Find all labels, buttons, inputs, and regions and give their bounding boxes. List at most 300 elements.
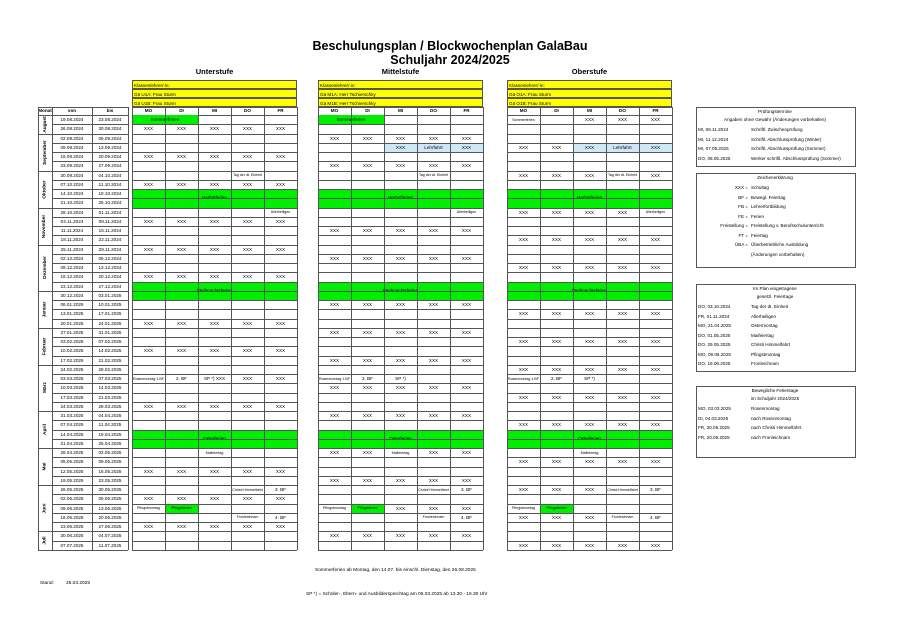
unterstufe-holiday: Herbstferien — [132, 189, 297, 208]
week-start: 11.11.2024 — [60, 228, 84, 233]
oberstufe-cell: XXX — [518, 311, 529, 317]
unterstufe-cell: XXX — [143, 181, 154, 187]
oberstufe-day-header: MI — [586, 108, 593, 113]
mittelstufe-cell: XXX — [395, 385, 406, 391]
grid-line — [318, 245, 483, 246]
mittelstufe-cell: XXX — [384, 143, 417, 152]
zeichen-title: Zeichenerklärung — [757, 175, 793, 180]
mittelstufe-day-header: FR — [463, 108, 470, 113]
grid-line — [132, 198, 297, 199]
unterstufe-cell: XXX — [176, 274, 187, 280]
unterstufe-cell: XXX — [209, 154, 220, 159]
feiertage-key: DO, 29.05.2025 — [698, 342, 731, 347]
grid-line — [507, 383, 672, 384]
grid-line — [318, 291, 483, 292]
mittelstufe-cell: XXX — [362, 302, 373, 307]
feiertage-key: DO, 19.06.2025 — [698, 361, 731, 366]
week-end: 28.02.2025 — [98, 366, 122, 372]
oberstufe-cell: XXX — [584, 237, 595, 243]
unterstufe-cell: XXX — [209, 348, 220, 354]
grid-line — [318, 171, 483, 172]
grid-line — [318, 337, 483, 338]
grid-line — [507, 291, 672, 292]
page-subtitle: Schuljahr 2024/2025 — [390, 53, 510, 67]
oberstufe-info-row: Klassenlehrer/-in: — [507, 80, 672, 89]
unterstufe-cell: XXX — [275, 376, 286, 381]
mittelstufe-cell: XXX — [428, 163, 439, 169]
grid-line — [132, 365, 297, 366]
week-start: 24.02.2025 — [60, 366, 84, 372]
grid-line — [132, 337, 297, 338]
oberstufe-day-header: MO — [519, 108, 528, 113]
grid-line — [318, 217, 483, 218]
mittelstufe-cell: XXX — [461, 163, 472, 169]
week-end: 30.05.2025 — [98, 487, 122, 492]
mittelstufe-cell: XXX — [329, 329, 340, 335]
week-start: 12.05.2025 — [60, 468, 84, 474]
month-name: Dezember — [42, 256, 48, 280]
unterstufe-cell: XXX — [275, 181, 286, 187]
oberstufe-cell: Christi Himmelfahrt — [607, 487, 638, 492]
grid-line — [132, 383, 297, 384]
mittelstufe-cell: XXX — [428, 329, 439, 335]
unterstufe-cell: XXX — [275, 468, 286, 474]
grid-line — [507, 467, 672, 468]
grid-line — [507, 254, 672, 255]
mittelstufe-info-row: Gä M1A: Herr Tschierschky — [318, 89, 483, 98]
grid-line — [318, 254, 483, 255]
mittelstufe-cell: XXX — [329, 135, 340, 141]
unterstufe-cell: XXX — [209, 524, 220, 529]
grid-line — [507, 374, 672, 375]
zeichen-key: BF = — [738, 194, 748, 200]
oberstufe-cell: Rosenmontag 1.BF — [508, 376, 539, 381]
footer-sp-note: SP *) = Schüler-, Eltern- und Ausbildersprechtag am 05.03.2025 ab 13.30 - 16.30 Uhr — [306, 592, 488, 597]
zeichen-key: FB = — [738, 204, 748, 209]
oberstufe-cell: XXX — [551, 209, 562, 215]
grid-line — [318, 152, 483, 153]
grid-line — [132, 411, 297, 412]
oberstufe-cell: XXX — [584, 209, 595, 215]
unterstufe-cell: XXX — [209, 126, 220, 132]
grid-line — [132, 346, 297, 347]
mittelstufe-cell: XXX — [428, 135, 439, 141]
grid-line — [132, 476, 297, 477]
oberstufe-cell: SP *) — [584, 376, 595, 381]
week-start: 03.02.2025 — [60, 339, 84, 344]
unterstufe-day-header: DO — [244, 108, 251, 113]
beweglich-key: MO, 03.03.2025 — [698, 406, 731, 411]
week-start: 17.03.2025 — [60, 394, 84, 400]
feiertage-key: MO, 21.04.2025 — [698, 323, 731, 328]
mittelstufe-cell: XXX — [329, 450, 340, 455]
unterstufe-cell: Pfingstmontag — [137, 506, 160, 511]
week-start: 16.06.2025 — [60, 514, 84, 520]
mittelstufe-cell: Pfingstmontag — [323, 506, 346, 511]
mittelstufe-cell: Maifeiertag — [391, 450, 410, 455]
mittelstufe-cell: 2. BF — [362, 376, 373, 381]
mittelstufe-cell: XXX — [461, 477, 472, 483]
oberstufe-cell: XXX — [617, 265, 628, 270]
week-start: 02.06.2025 — [60, 496, 84, 502]
week-end: 01.11.2024 — [98, 209, 122, 215]
beweglich-value: nach Fronleichnam — [751, 434, 791, 440]
oberstufe-cell: XXX — [573, 143, 606, 152]
feiertage-value: Christi Himmelfahrt — [751, 342, 791, 347]
unterstufe-cell: Rosenmontag 1.BF — [133, 376, 164, 381]
mittelstufe-holiday: Sommerferien — [318, 115, 384, 124]
oberstufe-cell: XXX — [551, 144, 562, 150]
mittelstufe-cell: XXX — [362, 477, 373, 483]
unterstufe-cell: XXX — [242, 218, 253, 224]
month-name: April — [42, 424, 48, 435]
grid-line — [318, 494, 483, 495]
unterstufe-cell: XXX — [209, 218, 220, 224]
grid-line — [507, 439, 672, 440]
mittelstufe-cell: XXX — [362, 357, 373, 363]
grid-line — [507, 263, 672, 264]
mittelstufe-cell: XXX — [428, 533, 439, 539]
oberstufe-cell: XXX — [518, 394, 529, 400]
unterstufe-day-header: MI — [211, 108, 218, 113]
mittelstufe-cell: XXX — [428, 385, 439, 391]
zeichen-key: FE = — [738, 213, 748, 219]
grid-line — [132, 541, 297, 542]
mittelstufe-cell: XXX — [362, 329, 373, 335]
mittelstufe-cell: XXX — [395, 477, 406, 483]
unterstufe-cell: XXX — [176, 320, 187, 326]
month-name: Juli — [42, 536, 48, 545]
grid-line — [318, 124, 483, 125]
oberstufe-cell: XXX — [650, 265, 661, 270]
oberstufe-info-row: Gä O1B: Frau Sturm — [507, 98, 672, 107]
week-end: 04.10.2024 — [98, 172, 122, 178]
grid-line — [132, 282, 297, 283]
pruefungen-subtitle: Angaben ohne Gewähr (Änderungen vorbehalten) — [724, 117, 826, 122]
oberstufe-cell: Allerheiligen — [645, 210, 666, 215]
grid-line — [132, 430, 297, 431]
week-end: 14.02.2025 — [98, 348, 122, 354]
grid-line — [318, 383, 483, 384]
mittelstufe-cell: XXX — [329, 255, 340, 261]
unterstufe-cell: XXX — [143, 218, 154, 224]
grid-line — [507, 513, 672, 514]
mittelstufe-cell: XXX — [395, 505, 406, 511]
oberstufe-cell: XXX — [617, 542, 628, 548]
grid-line — [318, 513, 483, 514]
grid-line — [507, 430, 672, 431]
oberstufe-cell: XXX — [551, 394, 562, 400]
mittelstufe-cell: XXX — [329, 228, 340, 233]
grid-line — [318, 235, 483, 236]
grid-line — [507, 161, 672, 162]
mittelstufe-cell: XXX — [362, 533, 373, 539]
oberstufe-cell: XXX — [584, 422, 595, 428]
oberstufe-cell: XXX — [584, 542, 595, 548]
oberstufe-cell: 4. BF — [650, 514, 661, 520]
grid-line — [483, 107, 484, 550]
feiertage-value: Fronleichnam — [751, 361, 779, 366]
grid-line — [507, 393, 672, 394]
mittelstufe-cell: XXX — [450, 143, 483, 152]
week-end: 21.03.2025 — [98, 394, 122, 400]
feiertage-subtitle: gesetzl. Feiertage — [756, 294, 794, 299]
oberstufe-cell: XXX — [650, 339, 661, 344]
grid-line — [132, 513, 297, 514]
beweglich-value: nach Rosenmontag — [751, 415, 791, 421]
mittelstufe-cell: XXX — [395, 329, 406, 335]
beweglich-value: Rosenmontag — [751, 406, 780, 411]
mittelstufe-cell: XXX — [362, 228, 373, 233]
oberstufe-cell: XXX — [650, 366, 661, 372]
grid-line — [507, 282, 672, 283]
grid-line — [318, 226, 483, 227]
footer-stand-date: 25.03.2025 — [66, 581, 91, 586]
oberstufe-cell: XXX — [518, 265, 529, 270]
week-end: 18.10.2024 — [98, 191, 122, 196]
mittelstufe-info-row: Gä M1B: Herr Tschierschky — [318, 98, 483, 107]
oberstufe-cell: XXX — [551, 172, 562, 178]
month-label — [38, 245, 52, 291]
week-end: 25.10.2024 — [98, 200, 122, 206]
unterstufe-cell: XXX — [242, 403, 253, 409]
unterstufe-cell: XXX — [143, 348, 154, 354]
grid-line — [507, 107, 672, 108]
mittelstufe-cell: XXX — [395, 255, 406, 261]
grid-line — [318, 208, 483, 209]
mittelstufe-cell: XXX — [428, 228, 439, 233]
oberstufe-cell: XXX — [617, 339, 628, 344]
pruefungen-key: MI, 06.11.2024 — [698, 127, 729, 132]
grid-line — [318, 504, 483, 505]
grid-line — [132, 107, 297, 108]
grid-line — [507, 300, 672, 301]
unterstufe-cell: XXX — [275, 126, 286, 132]
grid-line — [318, 143, 483, 144]
grid-line — [507, 309, 672, 310]
week-end: 13.09.2024 — [98, 144, 122, 150]
grid-line — [132, 171, 297, 172]
week-end: 20.06.2025 — [98, 514, 122, 520]
oberstufe-cell: XXX — [650, 172, 661, 178]
oberstufe-cell: XXX — [650, 542, 661, 548]
grid-line — [132, 467, 297, 468]
grid-line — [507, 189, 672, 190]
mittelstufe-cell: XXX — [461, 413, 472, 418]
week-end: 08.11.2024 — [98, 218, 122, 224]
month-name: Januar — [42, 301, 48, 318]
grid-line — [318, 476, 483, 477]
grid-line — [507, 522, 672, 523]
oberstufe-cell: XXX — [650, 311, 661, 317]
grid-line — [132, 180, 297, 181]
grid-line — [672, 107, 673, 550]
unterstufe-cell: XXX — [209, 496, 220, 502]
week-start: 09.12.2024 — [60, 265, 84, 270]
unterstufe-info-row: Klassenlehrer/-in: — [132, 80, 297, 89]
month-label — [38, 448, 52, 485]
month-name: Juni — [42, 503, 48, 514]
mittelstufe-cell: XXX — [428, 302, 439, 307]
grid-line — [132, 439, 297, 440]
grid-line — [507, 217, 672, 218]
unterstufe-cell: XXX — [209, 181, 220, 187]
zeichen-value: Freistellung v. Berufsschulunterricht — [751, 223, 824, 228]
mittelstufe-cell: Fronleichnam — [422, 515, 445, 520]
week-end: 07.03.2025 — [98, 376, 122, 381]
unterstufe-cell: XXX — [275, 403, 286, 409]
grid-line — [318, 180, 483, 181]
week-end: 11.10.2024 — [98, 181, 122, 187]
mittelstufe-cell: XXX — [461, 505, 472, 511]
mittelstufe-cell: XXX — [428, 450, 439, 455]
week-end: 23.05.2025 — [98, 477, 122, 483]
feiertage-value: Tag der dt. Einheit — [751, 304, 789, 309]
month-label — [38, 328, 52, 365]
oberstufe-cell: XXX — [650, 422, 661, 428]
grid-line — [132, 356, 297, 357]
unterstufe-cell: XXX — [209, 274, 220, 280]
grid-line — [507, 420, 672, 421]
week-start: 13.01.2025 — [60, 311, 84, 317]
week-end: 03.01.2025 — [98, 292, 122, 298]
mittelstufe-cell: XXX — [329, 385, 340, 391]
grid-line — [507, 328, 672, 329]
grid-line — [132, 550, 297, 551]
grid-line — [507, 402, 672, 403]
unterstufe-title: Unterstufe — [195, 67, 234, 76]
grid-line — [507, 365, 672, 366]
oberstufe-cell: Pfingstmontag — [512, 506, 535, 511]
pruefungen-key: MI, 07.05.2025 — [698, 146, 729, 151]
mittelstufe-cell: Rosenmontag 1.BF — [319, 376, 350, 381]
unterstufe-cell: XXX — [176, 524, 187, 529]
unterstufe-cell: XXX — [275, 218, 286, 224]
unterstufe-cell: XXX — [176, 126, 187, 132]
mittelstufe-cell: XXX — [362, 385, 373, 391]
oberstufe-cell: XXX — [518, 237, 529, 243]
grid-line — [318, 457, 483, 458]
grid-line — [318, 541, 483, 542]
unterstufe-cell: Maifeiertag — [205, 450, 224, 455]
unterstufe-cell: XXX — [242, 320, 253, 326]
grid-line — [318, 522, 483, 523]
feiertage-key: FR, 01.11.2024 — [698, 313, 730, 319]
mittelstufe-cell: XXX — [428, 413, 439, 418]
mittelstufe-cell: XXX — [395, 357, 406, 363]
unterstufe-day-header: DI — [179, 108, 184, 113]
unterstufe-cell: XXX — [209, 403, 220, 409]
week-start: 27.01.2025 — [60, 329, 84, 335]
grid-line — [132, 189, 297, 190]
grid-line — [318, 134, 483, 135]
unterstufe-cell: XXX — [143, 274, 154, 280]
oberstufe-cell: XXX — [518, 209, 529, 215]
oberstufe-cell: XXX — [518, 172, 529, 178]
oberstufe-cell: XXX — [584, 339, 595, 344]
grid-line — [132, 152, 297, 153]
oberstufe-cell: XXX — [551, 542, 562, 548]
mittelstufe-holiday: Herbstferien — [318, 189, 483, 208]
oberstufe-cell: XXX — [551, 366, 562, 372]
grid-line — [507, 504, 672, 505]
feiertage-key: MO, 09.06.2025 — [698, 351, 731, 357]
unterstufe-cell: XXX — [176, 246, 187, 252]
grid-line — [318, 263, 483, 264]
zeichen-value: Lehrerfortbildung — [751, 204, 786, 209]
unterstufe-cell: Allerheiligen — [270, 210, 291, 215]
unterstufe-cell: XXX — [176, 154, 187, 159]
unterstufe-cell: XXX — [209, 320, 220, 326]
grid-line — [132, 522, 297, 523]
week-end: 06.12.2024 — [98, 255, 122, 261]
grid-line — [318, 328, 483, 329]
unterstufe-holiday: Sommerferien — [132, 115, 198, 124]
feiertage-value: Pfingstmontag — [751, 351, 781, 357]
zeichen-value: Bewegl. Feiertag — [751, 194, 786, 200]
zeichen-value: Feiertag — [751, 232, 768, 238]
unterstufe-cell: XXX — [143, 403, 154, 409]
oberstufe-cell: XXX — [617, 366, 628, 372]
feiertage-value: Ostermontag — [751, 323, 778, 328]
grid-line — [318, 402, 483, 403]
week-end: 09.05.2025 — [98, 459, 122, 465]
unterstufe-cell: XXX — [242, 154, 253, 159]
unterstufe-cell: XXX — [242, 376, 253, 381]
week-end: 20.09.2024 — [98, 154, 122, 159]
oberstufe-cell: XXX — [617, 459, 628, 465]
grid-line — [507, 198, 672, 199]
week-start: 19.05.2025 — [60, 477, 84, 483]
mittelstufe-cell: XXX — [362, 255, 373, 261]
oberstufe-cell: 2. BF — [551, 376, 562, 381]
grid-line — [507, 152, 672, 153]
mittelstufe-cell: SP *) — [395, 376, 406, 381]
week-start: 26.08.2024 — [60, 126, 84, 132]
week-end: 14.03.2025 — [98, 385, 122, 391]
grid-line — [132, 291, 297, 292]
header-bis: bis — [106, 108, 114, 113]
week-end: 28.03.2025 — [98, 403, 122, 409]
mittelstufe-cell: XXX — [362, 163, 373, 169]
month-label — [38, 208, 52, 245]
mittelstufe-cell: XXX — [395, 533, 406, 539]
week-start: 07.07.2025 — [60, 542, 84, 548]
feiertage-key: DO, 03.10.2024 — [698, 304, 731, 309]
week-start: 26.05.2025 — [60, 487, 84, 492]
month-label — [38, 411, 52, 448]
unterstufe-day-header: MO — [144, 108, 153, 113]
oberstufe-cell: XXX — [584, 117, 595, 122]
week-end: 11.04.2025 — [98, 422, 122, 428]
month-name: Februar — [42, 337, 48, 356]
feiertage-value: Allerheiligen — [751, 313, 777, 319]
oberstufe-day-header: DI — [554, 108, 559, 113]
mittelstufe-cell: 3. BF — [461, 487, 472, 492]
grid-line — [128, 107, 129, 550]
unterstufe-cell: XXX — [143, 496, 154, 502]
week-end: 11.07.2025 — [98, 542, 122, 548]
week-start: 16.12.2024 — [60, 274, 84, 280]
week-start: 31.03.2025 — [60, 413, 84, 418]
grid-line — [318, 365, 483, 366]
grid-line — [132, 504, 297, 505]
week-start: 30.06.2025 — [60, 533, 84, 539]
oberstufe-cell: XXX — [518, 366, 529, 372]
unterstufe-cell: Christi Himmelfahrt — [232, 487, 263, 492]
month-name: August — [42, 115, 48, 133]
grid-line — [318, 282, 483, 283]
